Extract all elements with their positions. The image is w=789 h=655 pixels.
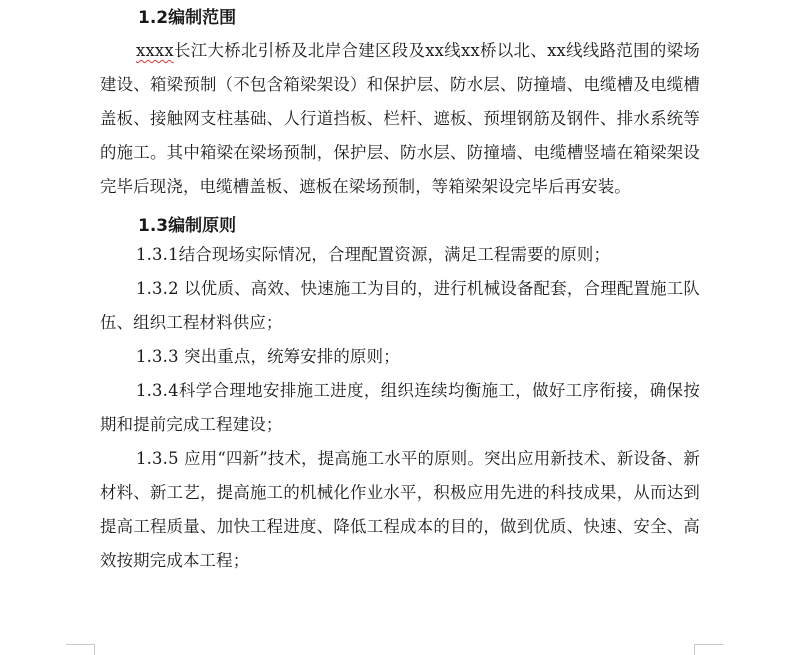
page-margin-marker-right xyxy=(694,644,723,655)
document-body xyxy=(100,6,700,578)
section-heading-1-3: 1.3编制原则 xyxy=(138,216,237,236)
scope-paragraph xyxy=(100,34,700,204)
scope-paragraph-text: 长江大桥北引桥及北岸合建区段及xx线xx桥以北、xx线线路范围的梁场建设、箱梁预制（不包含箱梁架设）和保护层、防水层、防撞墙、电缆槽及电缆槽盖板、接触网支柱基础、人行道挡板、栏杆、遮板、预埋钢筋及钢件、排水系统等的施工。其中箱梁在梁场预制，保护层、防水层、防撞墙、电缆槽竖墙在箱梁架设完毕后现浇，电缆槽盖板、遮板在梁场预制，等箱梁架设完毕后再安装。 xyxy=(100,41,700,196)
principle-item-4: 1.3.4科学合理地安排施工进度，组织连续均衡施工，做好工序衔接，确保按期和提前完成工程建设； xyxy=(100,381,700,434)
section-heading-1-2: 1.2编制范围 xyxy=(138,8,237,28)
principle-item-1: 1.3.1结合现场实际情况，合理配置资源，满足工程需要的原则； xyxy=(136,245,611,264)
page-margin-marker-left xyxy=(66,644,95,655)
principle-item-2: 1.3.2 以优质、高效、快速施工为目的，进行机械设备配套，合理配置施工队伍、组织工程材料供应； xyxy=(100,279,700,332)
spellcheck-flagged-word[interactable]: xxxx xyxy=(136,41,174,60)
principle-item-3: 1.3.3 突出重点，统筹安排的原则； xyxy=(136,347,400,366)
principle-item-5: 1.3.5 应用“四新”技术，提高施工水平的原则。突出应用新技术、新设备、新材料、新工艺，提高施工的机械化作业水平，积极应用先进的科技成果，从而达到提高工程质量、加快工程进度、降低工程成本的目的，做到优质、快速、安全、高效按期完成本工程； xyxy=(100,449,700,570)
